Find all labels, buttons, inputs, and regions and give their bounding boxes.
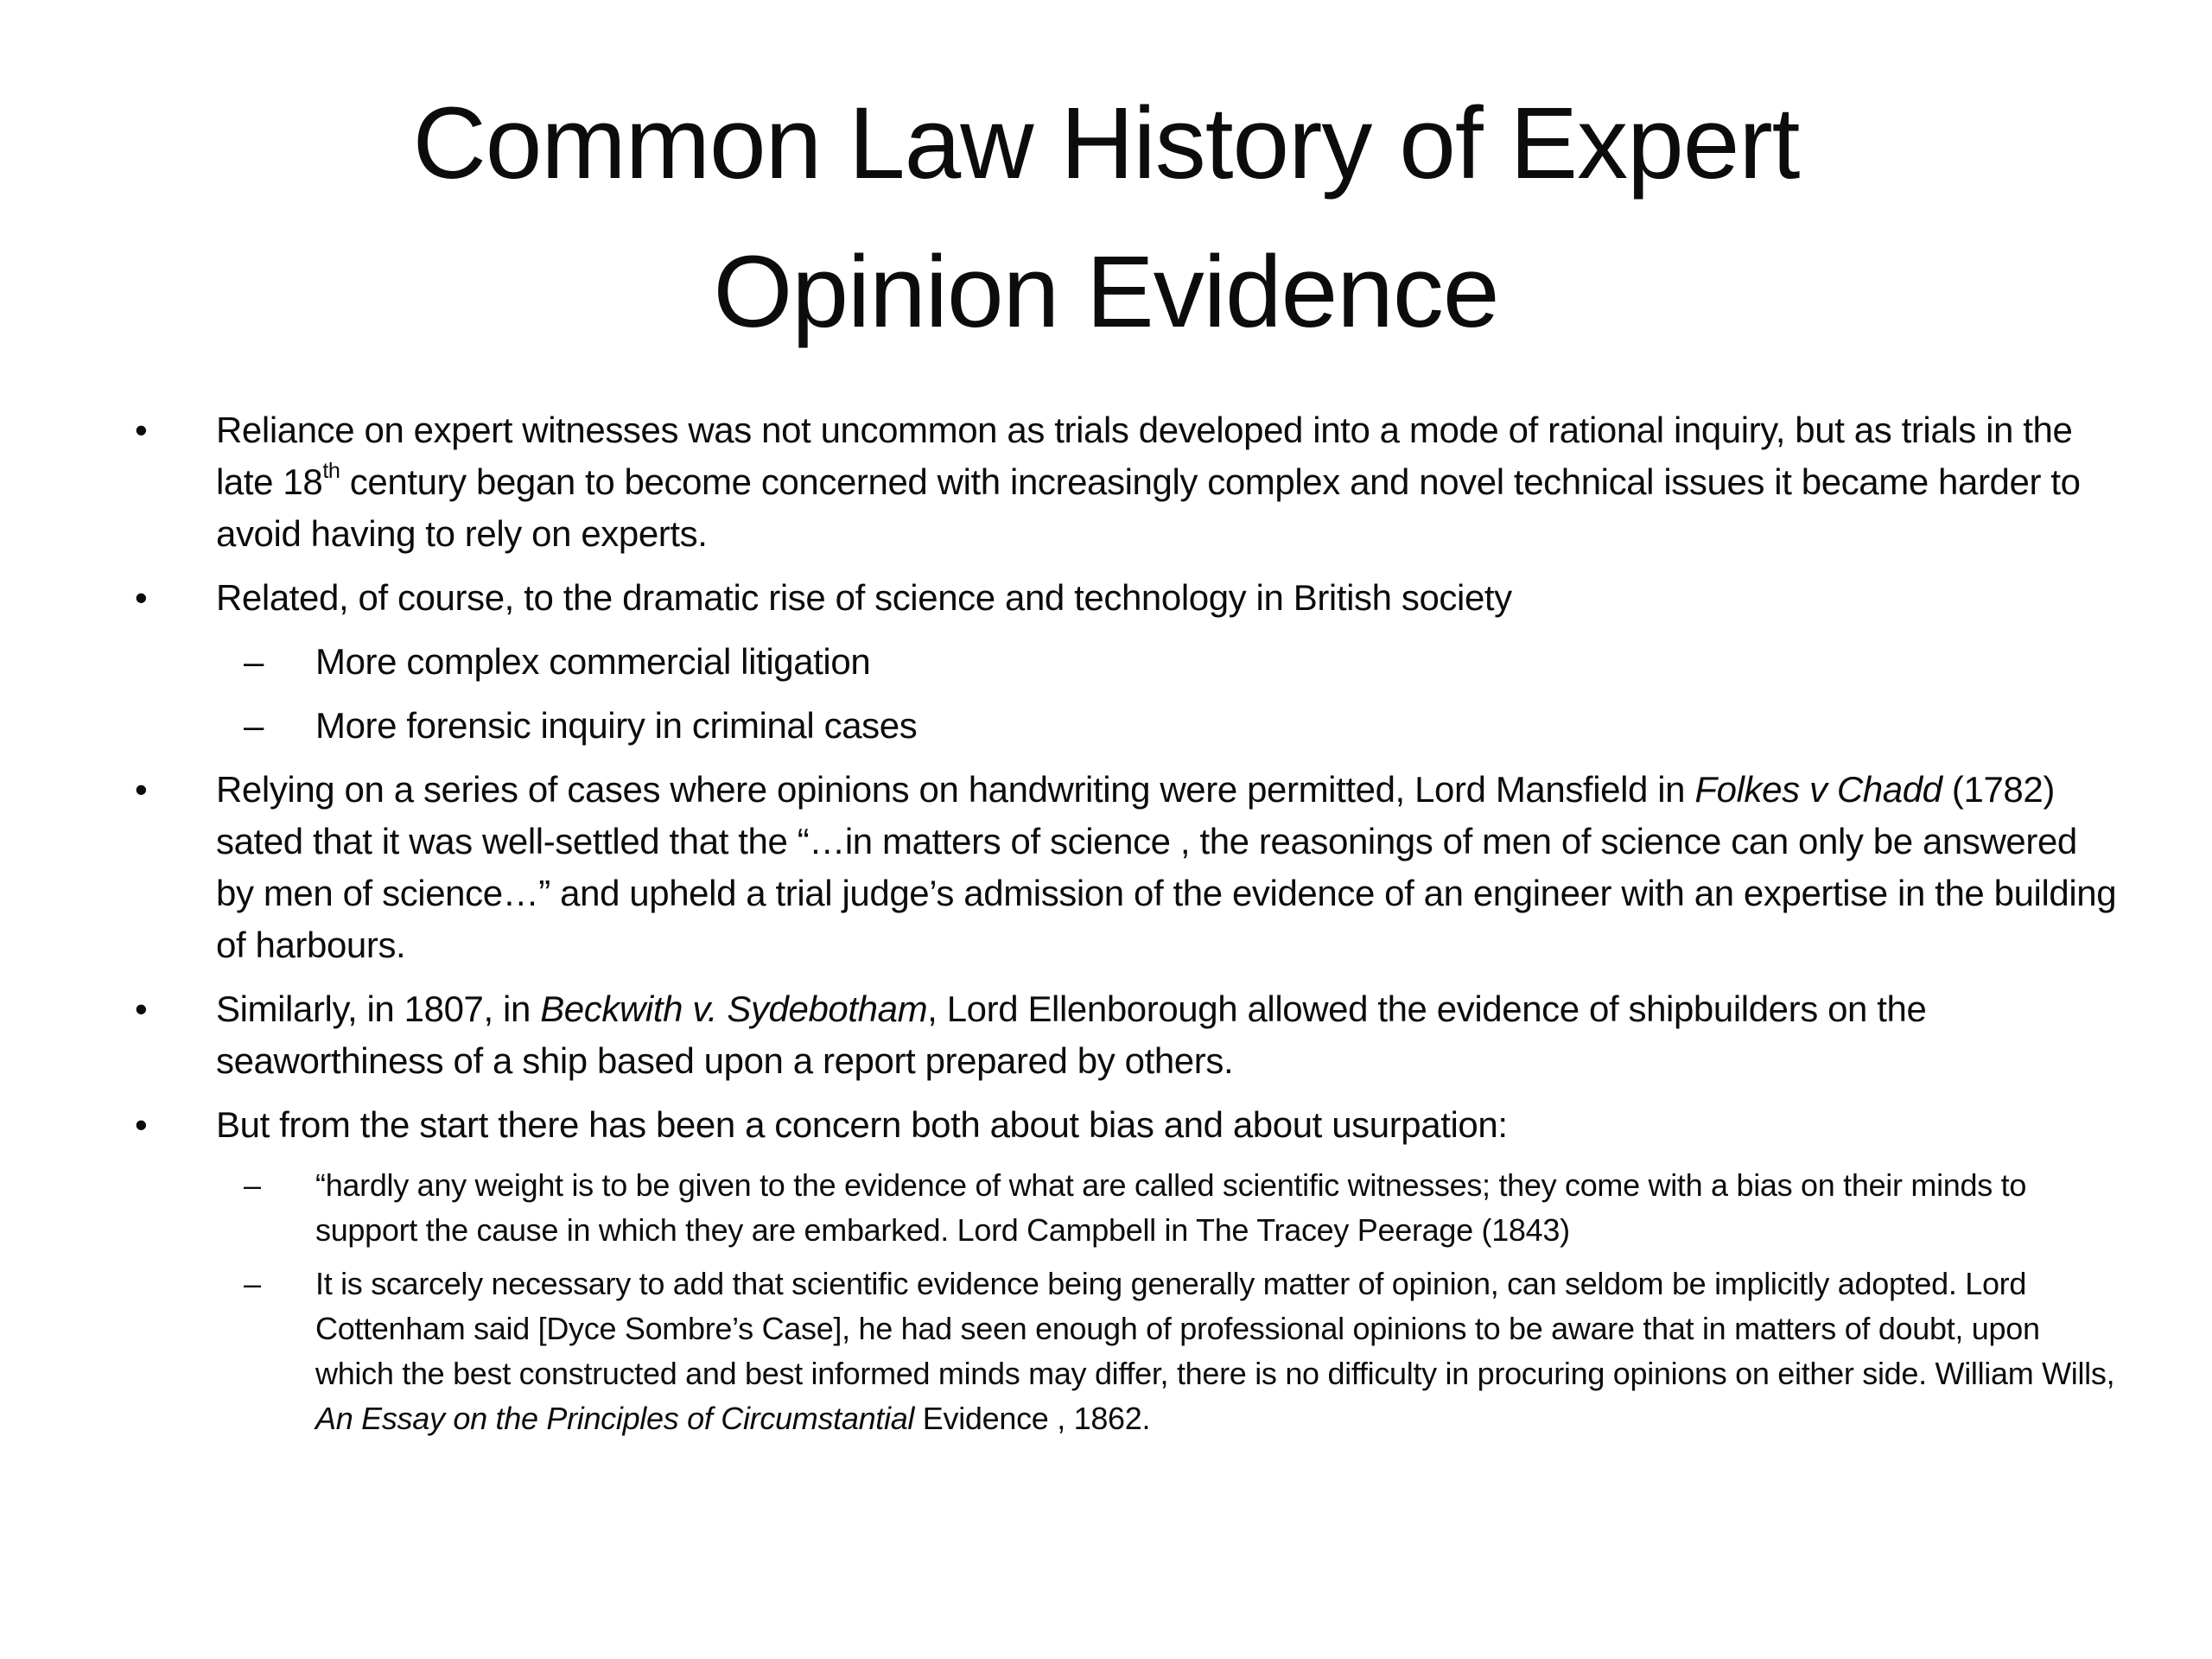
slide-body	[130, 404, 2117, 1450]
bullet-marker: •	[135, 410, 148, 450]
dash-marker: –	[244, 641, 264, 682]
title-line-1: Common Law History of Expert	[412, 86, 1800, 200]
bullet-beckwith-v-sydebotham	[130, 983, 2117, 1087]
bullet-expert-reliance	[130, 404, 2117, 560]
ordinal-suffix: th	[322, 459, 340, 484]
bullet-text: Relying on a series of cases where opinions on handwriting were permitted, Lord Mansfield in	[216, 769, 1695, 810]
bullet-text-cont: , Lord Ellenborough allowed the evidence of shipbuilders on the seaworthiness of a ship based upon a report prepared by others.	[216, 988, 1927, 1081]
case-name: Folkes v Chadd	[1694, 769, 1942, 810]
bullet-marker: •	[135, 988, 148, 1029]
dash-marker: –	[244, 1266, 261, 1301]
bullet-folkes-v-chadd	[130, 764, 2117, 971]
bullet-science-rise	[130, 572, 2117, 624]
subbullet-campbell-quote	[130, 1163, 2117, 1253]
subbullet-text-cont: Evidence , 1862.	[914, 1401, 1151, 1436]
bullet-marker: •	[135, 769, 148, 810]
bullet-text: Reliance on expert witnesses was not uncommon as trials developed into a mode of rational inquiry, but as trials in the late 18	[216, 410, 2073, 502]
bullet-marker: •	[135, 1104, 148, 1145]
slide-title	[130, 69, 2082, 366]
subbullet-text: More forensic inquiry in criminal cases	[315, 705, 918, 746]
subbullet-commercial-litigation	[130, 636, 2117, 688]
bullet-text: Similarly, in 1807, in	[216, 988, 541, 1029]
title-line-2: Opinion Evidence	[713, 235, 1499, 349]
bullet-text: Related, of course, to the dramatic rise of science and technology in British society	[216, 577, 1512, 618]
subbullet-forensic-inquiry	[130, 700, 2117, 752]
dash-marker: –	[244, 1167, 261, 1203]
subbullet-text: More complex commercial litigation	[315, 641, 871, 682]
subbullet-text: It is scarcely necessary to add that scientific evidence being generally matter of opinion, can seldom be implicitly adopted. Lord Cottenham said [Dyce Sombre’s Case], he had seen enough of professional opinions to be aware that in matters of doubt, upon which the best constructed and best informed minds may differ, there is no difficulty in procuring opinions on either side. William Wills,	[315, 1266, 2115, 1391]
subbullet-wills-quote	[130, 1262, 2117, 1441]
bullet-text-cont: century began to become concerned with increasingly complex and novel technical issues it became harder to avoid having to rely on experts.	[216, 461, 2081, 554]
subbullet-text: “hardly any weight is to be given to the evidence of what are called scientific witnesses; they come with a bias on their minds to support the cause in which they are embarked. Lord Campbell in The Tracey Peerage (1843)	[315, 1167, 2027, 1248]
bullet-bias-usurpation	[130, 1099, 2117, 1151]
bullet-text: But from the start there has been a concern both about bias and about usurpation:	[216, 1104, 1508, 1145]
case-name: Beckwith v. Sydebotham	[540, 988, 928, 1029]
bullet-text-cont: (1782) sated that it was well-settled that the “…in matters of science , the reasonings of men of science can only be answered by men of science…” and upheld a trial judge’s admission of the evidence of an engineer with an expertise in the building of harbours.	[216, 769, 2117, 965]
bullet-marker: •	[135, 577, 148, 618]
dash-marker: –	[244, 705, 264, 746]
book-title: An Essay on the Principles of Circumstantial	[315, 1401, 915, 1436]
